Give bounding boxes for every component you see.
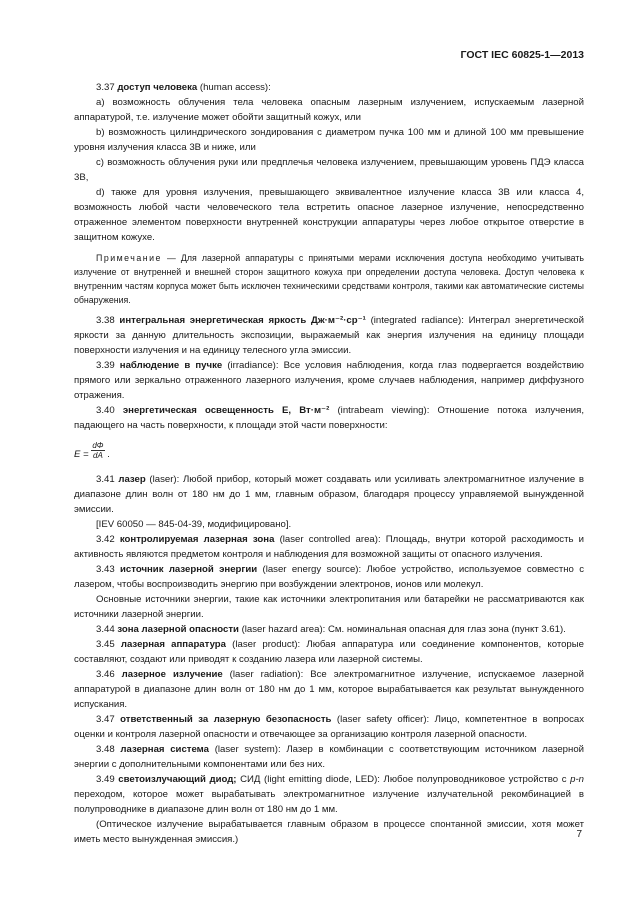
term-3-40: 3.40 энергетическая освещенность E, Вт·м⁻² (intrabeam viewing): Отношение потока излучения, падающего на часть поверхности, к площади этой части поверхности: [74,405,584,431]
note-label: Примечание [96,253,162,263]
formula-irradiance: E = $\frac{d\Phi}{dA}$ . [74,441,110,461]
term-3-38: 3.38 интегральная энергетическая яркость Дж·м⁻²·ср⁻¹ (integrated radiance): Интеграл энергетической яркости за данную длительность экспозиции, выражаемый как энергия излучения на единицу площади поверхности излучения и на единицу телесного угла эмиссии. [74,315,584,356]
term-3-49: 3.49 светоизлучающий диод; СИД (light emitting diode, LED): Любое полупроводниковое устройство с p-n переходом, которое может вырабатывать электромагнитное излучение излучательной рекомбинацией в полупроводнике в диапазоне длин волн от 180 нм до 1 мм. [74,774,584,815]
term-3-44: 3.44 зона лазерной опасности (laser hazard area): См. номинальная опасная для глаз зона (пункт 3.61). [96,624,566,635]
term-3-42: 3.42 контролируемая лазерная зона (laser controlled area): Площадь, внутри которой расходимость и активность являются предметом контроля и наблюдения для возможной защиты от опасного излучения. [74,534,585,560]
term-3-43: 3.43 источник лазерной энергии (laser energy source): Любое устройство, используемое совместно с лазером, чтобы воспроизводить энергию при возбуждении электронов, ионов или молекул. [74,564,584,590]
document-body [74,80,584,847]
item-c: с) возможность облучения руки или предплечья человека излучением, превышающим уровень ПДЭ класса 3В, [74,157,584,183]
term-3-37: 3.37 доступ человека (human access): [96,82,271,93]
term-3-46: 3.46 лазерное излучение (laser radiation): Все электромагнитное излучение, испускаемое лазерной аппаратурой в диапазоне длин волн от 180 нм до 1 мм, которое вырабатывается как результат вынужденного испускания. [74,669,584,710]
term-3-49-note: (Оптическое излучение вырабатывается главным образом в процессе спонтанной эмиссии, хотя может иметь место вынужденная эмиссия.) [74,819,584,845]
term-3-48: 3.48 лазерная система (laser system): Лазер в комбинации с соответствующим источником лазерной энергии с дополнительными компонентами или без них. [74,744,585,770]
term-3-47: 3.47 ответственный за лазерную безопасность (laser safety officer): Лицо, компетентное в вопросах оценки и контроля лазерной опасности и отвечающее за организацию контроля лазерной опасности. [74,714,585,740]
item-a: а) возможность облучения тела человека опасным лазерным излучением, испускаемым лазерной аппаратурой, т.е. излучение может обойти защитный кожух, или [74,97,584,123]
term-3-41: 3.41 лазер (laser): Любой прибор, который может создавать или усиливать электромагнитное излучение в диапазоне длин волн от 180 нм до 1 мм, главным образом, благодаря процессу управляемой вынужденной эмиссии. [74,474,585,515]
term-3-39: 3.39 наблюдение в пучке (irradiance): Все условия наблюдения, когда глаз подвергается воздействию прямого или зеркально отраженного лазерного излучения, кроме случаев наблюдения, например диффузного отражения. [74,360,585,401]
item-d: d) также для уровня излучения, превышающего эквивалентное излучение класса 3В или класса 4, возможность любой части человеческого тела встретить опасное лазерное излучение, непосредственно отраженное элементом поверхности внутренней конструкции аппаратуры через любое открытое отверстие в защитном кожухе. [74,187,584,243]
page-number: 7 [576,829,582,840]
term-3-43-note: Основные источники энергии, такие как источники электропитания или батарейки не рассматриваются как источники лазерной энергии. [74,594,584,620]
note: Примечание — Для лазерной аппаратуры с принятыми мерами исключения доступа необходимо учитывать излучение от внутренней и внешней сторон защитного кожуха при определении доступа человека. Доступ человека к внутренним частям корпуса может быть исключен техническими средствами контроля, такими как автоматические системы обнаружения. [74,253,584,305]
document-header: ГОСТ IEC 60825-1—2013 [460,49,584,61]
term-3-45: 3.45 лазерная аппаратура (laser product): Любая аппаратура или соединение компонентов, которые составляют, создают или приводят к созданию лазера или лазерной системы. [74,639,585,665]
iev-reference: [IEV 60050 — 845-04-39, модифицировано]. [96,519,292,530]
item-b: b) возможность цилиндрического зондирования с диаметром пучка 100 мм и длиной 100 мм превышение уровня излучения класса 3В и ниже, или [74,127,584,153]
